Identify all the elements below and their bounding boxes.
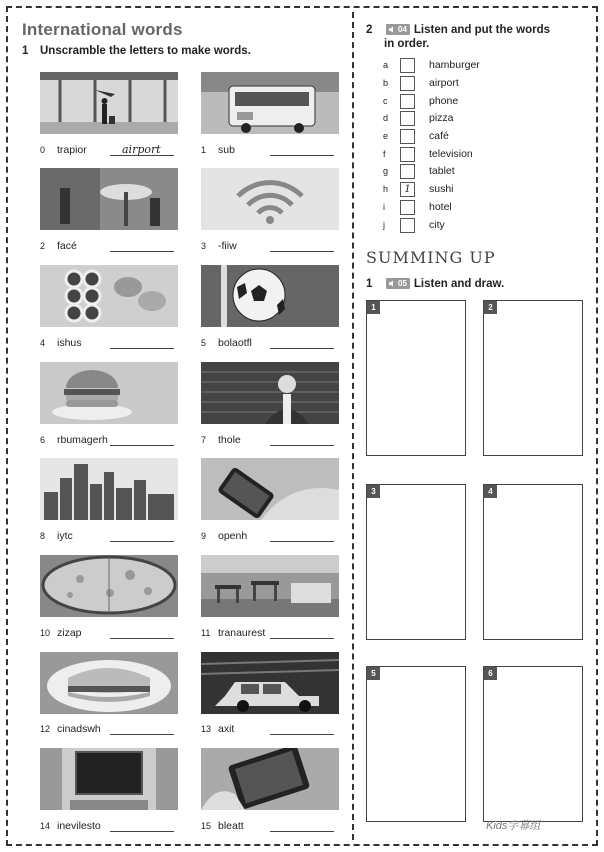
order-box[interactable]: 1 <box>400 182 415 197</box>
answer-line-11[interactable] <box>270 627 334 639</box>
summing-up-heading: SUMMING UP <box>366 248 496 267</box>
order-box[interactable] <box>400 218 415 233</box>
speaker-icon <box>389 280 396 287</box>
order-item-e: e café <box>383 130 449 142</box>
order-item-j: j city <box>383 219 445 231</box>
exercise-number: 1 <box>22 45 29 57</box>
caption-14: 14 inevilesto <box>40 820 101 832</box>
phone-icon <box>201 458 339 520</box>
restaurant-icon <box>201 555 339 617</box>
airport-icon <box>40 72 178 134</box>
caption-10: 10 zizap <box>40 627 82 639</box>
caption-13: 13 axit <box>201 723 235 735</box>
order-item-b: b airport <box>383 77 459 89</box>
pizza-icon <box>40 555 178 617</box>
exercise-instruction: Unscramble the letters to make words. <box>40 45 251 57</box>
order-box[interactable] <box>400 111 415 126</box>
summing-up-instruction: 1 05 Listen and draw. <box>366 278 505 290</box>
caption-0: 0 trapior <box>40 144 87 156</box>
wifi-icon <box>201 168 339 230</box>
drawing-box-4[interactable]: 4 <box>483 484 583 640</box>
caption-9: 9 openh <box>201 530 248 542</box>
hamburger-icon <box>40 362 178 424</box>
speaker-icon <box>389 26 396 33</box>
page-title: International words <box>22 20 183 39</box>
audio-track-05[interactable]: 05 <box>386 278 410 289</box>
taxi-icon <box>201 652 339 714</box>
caption-1: 1 sub <box>201 144 235 156</box>
exercise-2-heading: 2 04 Listen and put the words in order. <box>366 24 550 50</box>
drawing-box-1[interactable]: 1 <box>366 300 466 456</box>
answer-0: airport <box>122 143 161 156</box>
answer-line-15[interactable] <box>270 820 334 832</box>
bus-icon <box>201 72 339 134</box>
drawing-box-6[interactable]: 6 <box>483 666 583 822</box>
audio-track-04[interactable]: 04 <box>386 24 410 35</box>
answer-line-9[interactable] <box>270 530 334 542</box>
answer-line-2[interactable] <box>110 240 174 252</box>
caption-8: 8 iytc <box>40 530 73 542</box>
answer-line-14[interactable] <box>110 820 174 832</box>
order-box[interactable] <box>400 76 415 91</box>
football-icon <box>201 265 339 327</box>
order-item-a: a hamburger <box>383 59 480 71</box>
order-box[interactable] <box>400 129 415 144</box>
answer-line-13[interactable] <box>270 723 334 735</box>
caption-4: 4 ishus <box>40 337 82 349</box>
order-box[interactable] <box>400 200 415 215</box>
caption-5: 5 bolaotfl <box>201 337 252 349</box>
exercise-1-heading <box>22 45 251 57</box>
sushi-icon <box>40 265 178 327</box>
drawing-box-5[interactable]: 5 <box>366 666 466 822</box>
order-item-d: d pizza <box>383 112 454 124</box>
order-item-f: f television <box>383 148 473 160</box>
answer-line-10[interactable] <box>110 627 174 639</box>
order-box[interactable] <box>400 147 415 162</box>
answer-line-7[interactable] <box>270 434 334 446</box>
answer-line-4[interactable] <box>110 337 174 349</box>
order-item-i: i hotel <box>383 201 452 213</box>
order-item-c: c phone <box>383 95 459 107</box>
caption-6: 6 rbumagerh <box>40 434 108 446</box>
caption-12: 12 cinadswh <box>40 723 101 735</box>
order-box[interactable] <box>400 58 415 73</box>
answer-line-5[interactable] <box>270 337 334 349</box>
answer-line-3[interactable] <box>270 240 334 252</box>
drawing-box-2[interactable]: 2 <box>483 300 583 456</box>
city-icon <box>40 458 178 520</box>
caption-2: 2 facé <box>40 240 77 252</box>
order-box[interactable] <box>400 164 415 179</box>
order-box[interactable] <box>400 94 415 109</box>
caption-3: 3 -fiiw <box>201 240 237 252</box>
answer-line-6[interactable] <box>110 434 174 446</box>
order-item-g: g tablet <box>383 165 455 177</box>
caption-15: 15 bleatt <box>201 820 244 832</box>
column-divider <box>352 12 354 840</box>
answer-line-8[interactable] <box>110 530 174 542</box>
answer-line-12[interactable] <box>110 723 174 735</box>
watermark: Kids字幕组 <box>486 820 541 832</box>
tablet-icon <box>201 748 339 810</box>
sandwich-icon <box>40 652 178 714</box>
hotel-icon <box>201 362 339 424</box>
television-icon <box>40 748 178 810</box>
cafe-icon <box>40 168 178 230</box>
answer-line-1[interactable] <box>270 144 334 156</box>
order-item-h: h 1 sushi <box>383 183 454 195</box>
caption-7: 7 thole <box>201 434 241 446</box>
caption-11: 11 tranaurest <box>201 627 266 639</box>
drawing-box-3[interactable]: 3 <box>366 484 466 640</box>
